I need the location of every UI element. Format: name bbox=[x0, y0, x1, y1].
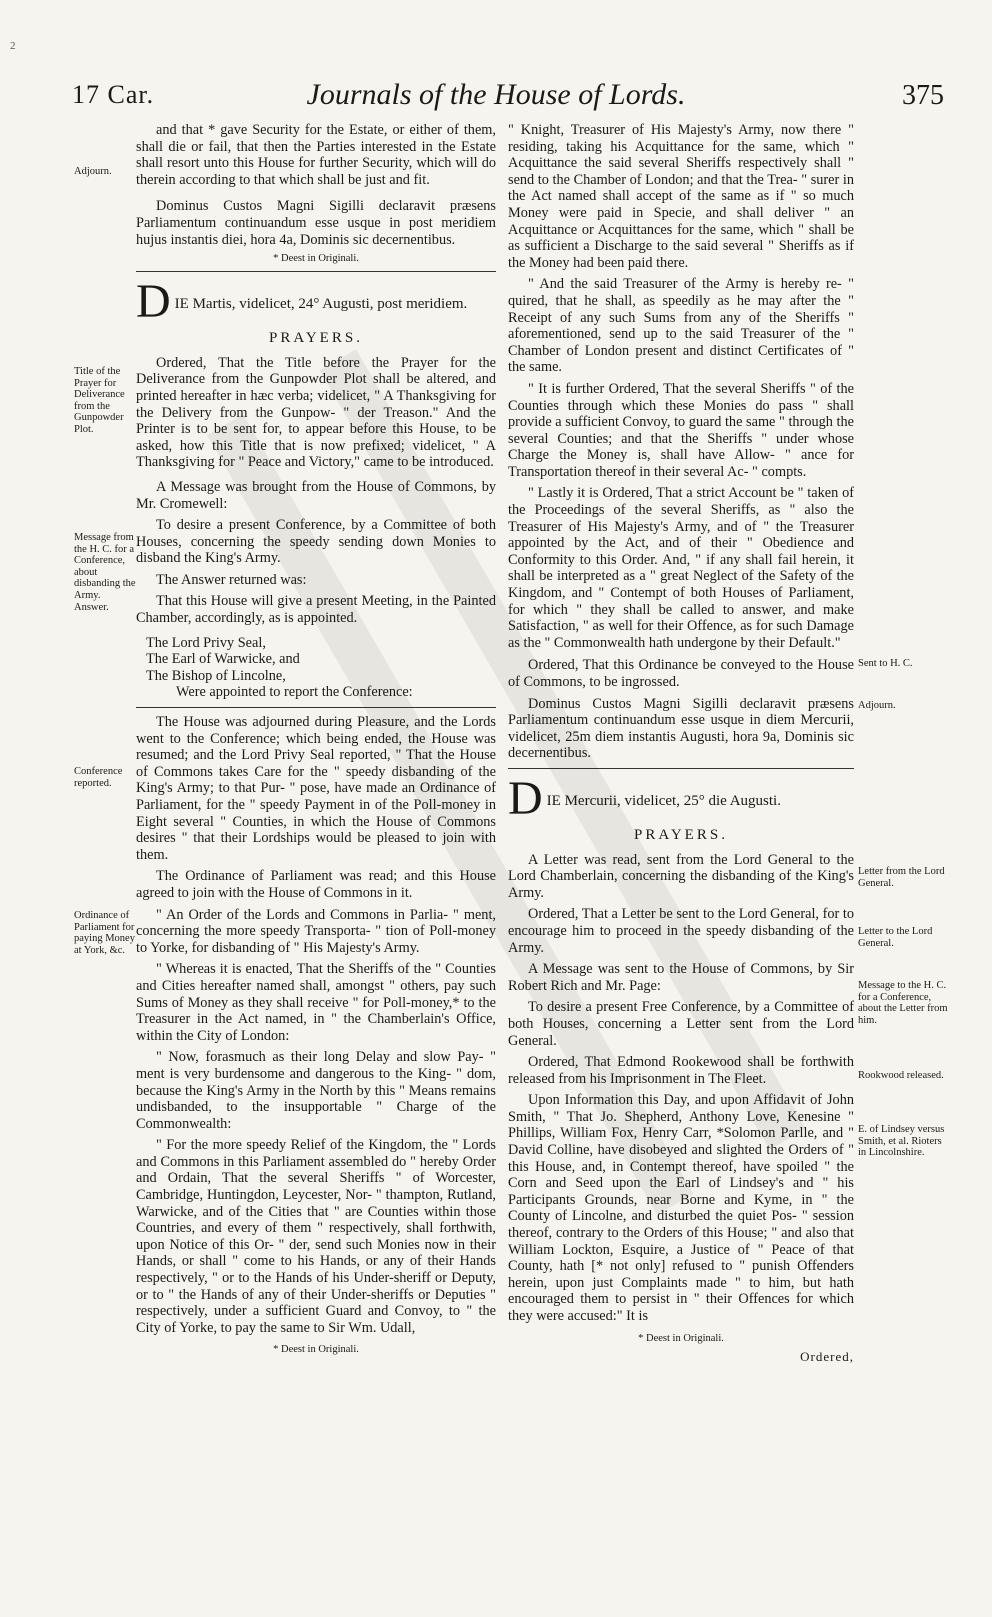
footnote: * Deest in Originali. bbox=[273, 1344, 359, 1356]
margin-note-lindsey: E. of Lindsey versus Smith, et al. Rioters in Lincolnshire. bbox=[858, 1124, 945, 1158]
prayers-heading: PRAYERS. bbox=[634, 826, 728, 843]
order-paragraph: Ordered, That this Ordinance be conveyed to the House of Commons, to be ingrossed. bbox=[508, 657, 854, 690]
margin-note-letter-from: Letter from the Lord General. bbox=[858, 866, 945, 889]
paragraph: The Answer returned was: bbox=[156, 571, 307, 588]
margin-note-conference-reported: Conference reported. bbox=[74, 766, 123, 789]
committee-member: The Bishop of Lincolne, bbox=[146, 667, 286, 684]
paragraph: " Knight, Treasurer of His Majesty's Army, now there " residing, taking his Acquittance for the same, which " Acquittance the said several Sheriffs respectively shall " send to the Chamber of London; and that the Trea- " surer in the Act named shall accept of the same as if " so much Money were paid in Specie, and shall deliver " an Acquittance or Acquittances for the same, which " shall be as sufficient a Discharge to the said several " Sheriffs as if the Money had been paid there. bbox=[508, 122, 854, 271]
paragraph: " It is further Ordered, That the several Sheriffs " of the Counties through which these Monies do pass " shall provide a sufficient Convoy, to guard the same " through the several Counties; and that the Sheriffs " under whose Charge the Money is, shall have Allow- " ance for Transportation thereof in their several Ac- " compts. bbox=[508, 380, 854, 480]
paragraph: " Lastly it is Ordered, That a strict Account be " taken of the Proceedings of the several Sheriffs, as " also the Treasurer of His Majesty's Army, and of " the Treasurer appointed by the Act, and of their " Obedience and Conformity to this Order. And, " if any shall fail herein, it shall be interpreted as a " great Neglect of the Safety of the Kingdom, and " Contempt of both Houses of Parliament, for which " they shall be called to answer, and make Satisfaction, " as well for their Offence, as for such Damage as the " Commonwealth hath undergone by their Default." bbox=[508, 485, 854, 651]
sitting-date-heading bbox=[136, 275, 496, 329]
paragraph: The House was adjourned during Pleasure, and the Lords went to the Conference; which being ended, the House was resumed; and the Lord Privy Seal reported, " That the House of Commons takes Care for the " speedy disbanding of the King's Army; to that Pur- " pose, have made an Ordinance of Parliament, for the " speedy Payment in of the Poll-money in Eight several " Counties, in which the House of Commons desires " that their Lordships would be pleased to join with them. bbox=[136, 714, 496, 863]
paragraph: Upon Information this Day, and upon Affidavit of John Smith, " That Jo. Shepherd, Anthony Love, Kenesine " Phillips, William Fox, Henry Carr, *Solomon Parlle, and " David Colline, have disobeyed and slighted the Orders of " this House, and, in Contempt thereof, have spoiled " the Corn and Seed upon the Earl of Lindsey's and " his Participants Grounds, near Borne and Kyme, in " the County of Lincolne, and disturbed the quiet Pos- " session thereof, contrary to the Orders of this House; " and also that William Lockton, Esquire, a Justice of " Peace of that County, hath [* not only] refused to " punish Offenders herein, upon just Complaints made " to him, but hath encouraged them to persist in " their Offences for which they were accused:" It is bbox=[508, 1092, 854, 1324]
section-rule bbox=[136, 271, 496, 272]
page-corner-mark: 2 bbox=[10, 40, 16, 52]
paragraph: That this House will give a present Meeting, in the Painted Chamber, accordingly, as is appointed. bbox=[136, 593, 496, 627]
section-rule bbox=[136, 707, 496, 708]
footnote: * Deest in Originali. bbox=[638, 1332, 724, 1344]
paragraph: " For the more speedy Relief of the Kingdom, the " Lords and Commons in this Parliament assembled do " hereby Order and Ordain, That the several Sheriffs " of Worcester, Cambridge, Huntingdon, Leycester, Nor- " thampton, Rutland, Warwicke, and of the Cities that " are Counties within those Countries, and every of them " respectively, shall forthwith, upon Notice of this Or- " der, send such Monies now in their Hands, or shall " come to his Hands, or any of their Hands respectively, " or to the Hands of his Under-sheriff or Deputy, or to " the Hands of any of their Under-sheriffs or Deputies " respectively, under a sufficient Guard and Convoy, to " the City of Yorke, to pay the same to Sir Wm. Udall, bbox=[136, 1137, 496, 1336]
running-head bbox=[0, 72, 992, 112]
adjournment-latin: Dominus Custos Magni Sigilli declaravit præsens Parliamentum continuandum esse usque in diem Mercurii, videlicet, 25m diem instantis Augusti, hora 9a, Dominis sic decernentibus. bbox=[508, 695, 854, 762]
adjournment-latin: Dominus Custos Magni Sigilli declaravit præsens Parliamentum continuandum esse usque in post meridiem hujus instantis diei, hora 4a, Dominis sic decernentibus. bbox=[136, 198, 496, 248]
catchword: Ordered, bbox=[800, 1349, 854, 1365]
order-paragraph: Ordered, That a Letter be sent to the Lord General, for to encourage him to proceed in the speedy disbanding of the Army. bbox=[508, 906, 854, 956]
margin-note-title-prayer: Title of the Prayer for Deliverance from the Gunpowder Plot. bbox=[74, 366, 125, 435]
drop-cap: D bbox=[508, 771, 543, 825]
committee-member: The Earl of Warwicke, and bbox=[146, 651, 300, 668]
sitting-date-heading bbox=[508, 771, 854, 825]
right-column bbox=[508, 122, 854, 1366]
paragraph: To desire a present Conference, by a Committee of both Houses, concerning the speedy sending down Monies to disband the King's Army. bbox=[136, 517, 496, 567]
margin-note-rookwood: Rookwood released. bbox=[858, 1070, 944, 1081]
margin-note-adjourn: Adjourn. bbox=[74, 166, 112, 177]
paragraph: " Whereas it is enacted, That the Sheriffs of the " Counties and Cities hereafter named shall, amongst " others, pay such Sums of Money as they shall receive " for Poll-money,* to the Treasurer in the Act named, in " the Chamberlain's Office, within the City of London: bbox=[136, 961, 496, 1044]
section-rule bbox=[508, 768, 854, 769]
ordinance-title: " An Order of the Lords and Commons in Parlia- " ment, concerning the more speedy Transporta- " tion of Poll-money to Yorke, for disbanding of " His Majesty's Army. bbox=[136, 906, 496, 956]
order-paragraph: Ordered, That the Title before the Prayer for the Deliverance from the Gunpowder Plot shall be altered, and printed hereafter in hæc verba; videlicet, " A Thanksgiving for the Delivery from the Gunpow- " der Treason." And the Printer is to be sent for, to appear before this House, to be asked, how this Title that is now prefixed; videlicet, " A Thanksgiving for " Peace and Victory," came to be introduced. bbox=[136, 354, 496, 471]
left-column bbox=[136, 122, 496, 1359]
margin-note-sent: Sent to H. C. bbox=[858, 658, 913, 669]
margin-note-message-hc: Message to the H. C. for a Conference, about the Letter from him. bbox=[858, 980, 948, 1026]
paragraph: and that * gave Security for the Estate, or either of them, shall die or fail, that then the Parties interested in the Estate shall resort unto this House for further Security, which will do therein according to that which shall be just and fit. bbox=[136, 122, 496, 188]
margin-note-letter-to: Letter to the Lord General. bbox=[858, 926, 933, 949]
paragraph: A Message was sent to the House of Commons, by Sir Robert Rich and Mr. Page: bbox=[508, 961, 854, 994]
committee-list bbox=[136, 635, 496, 701]
order-paragraph: Ordered, That Edmond Rookewood shall be forthwith released from his Imprisonment in The Fleet. bbox=[508, 1054, 854, 1087]
prayers-heading: PRAYERS. bbox=[269, 330, 363, 347]
committee-member: The Lord Privy Seal, bbox=[146, 634, 266, 651]
margin-note-answer: Answer. bbox=[74, 602, 109, 613]
footnote: * Deest in Originali. bbox=[273, 253, 359, 265]
paragraph: " And the said Treasurer of the Army is hereby re- " quired, that he shall, as speedily as he may after the " Receipt of any such Sums from any of the Sheriffs " aforementioned, send up to the said Treasurer of the " Chamber of London present and distinct Certificates of " the same. bbox=[508, 276, 854, 376]
paragraph: A Message was brought from the House of Commons, by Mr. Cromewell: bbox=[136, 478, 496, 512]
sitting-date: IE Mercurii, videlicet, 25° die Augusti. bbox=[546, 792, 781, 809]
paragraph: " Now, forasmuch as their long Delay and slow Pay- " ment is very burdensome and dangerous to the King- " dom, because the King's Army in the North by this " Means remains undisbanded, to the insupportable " Charge of the Commonwealth: bbox=[136, 1049, 496, 1132]
sitting-date: IE Martis, videlicet, 24° Augusti, post meridiem. bbox=[174, 296, 468, 313]
paragraph: Were appointed to report the Conference: bbox=[176, 684, 413, 701]
margin-note-message: Message from the H. C. for a Conference, about disbanding the Army. bbox=[74, 532, 136, 601]
paragraph: To desire a present Free Conference, by a Committee of both Houses, concerning a Letter sent from the Lord General. bbox=[508, 999, 854, 1049]
page-number: 375 bbox=[902, 80, 944, 111]
margin-note-adjourn: Adjourn. bbox=[858, 700, 896, 711]
journal-title: Journals of the House of Lords. bbox=[306, 78, 686, 111]
paragraph: The Ordinance of Parliament was read; and this House agreed to join with the House of Commons in it. bbox=[136, 868, 496, 901]
drop-cap: D bbox=[136, 275, 171, 329]
regnal-year: 17 Car. bbox=[72, 80, 155, 109]
margin-note-ordinance: Ordinance of Parliament for paying Money at York, &c. bbox=[74, 910, 135, 956]
paragraph: A Letter was read, sent from the Lord General to the Lord Chamberlain, concerning the disbanding of the King's Army. bbox=[508, 851, 854, 901]
